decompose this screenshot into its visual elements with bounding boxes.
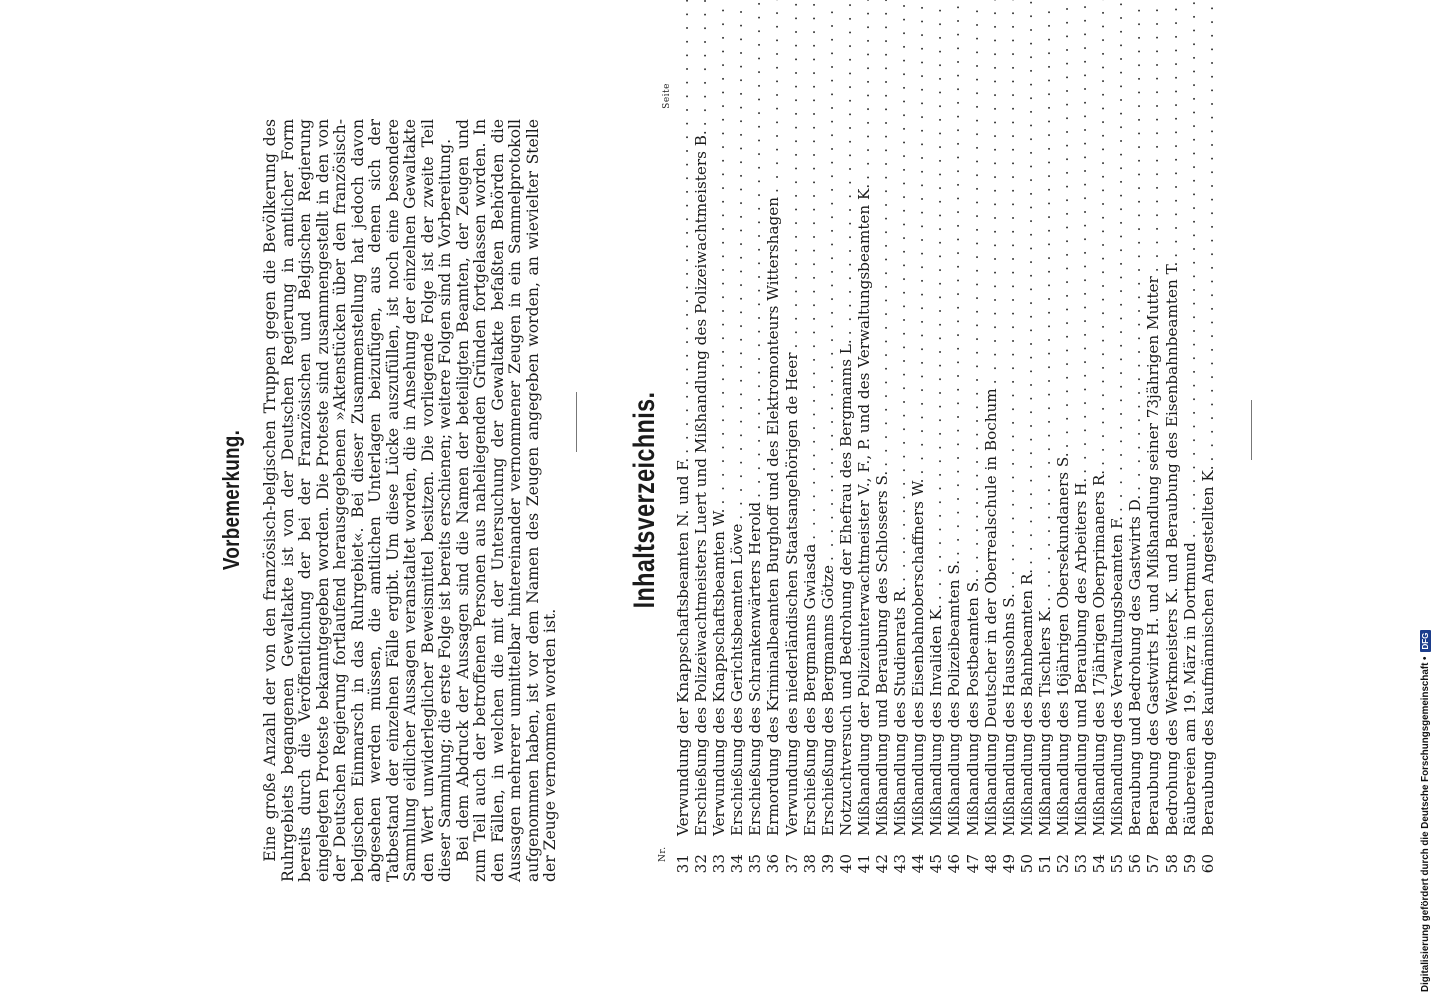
toc-entry-number: 57 (1144, 854, 1163, 874)
toc-entry-title: Erschießung des Bergmanns Gwiasda (800, 543, 819, 836)
toc-leader-dots (1126, 0, 1144, 491)
toc-entry-number: 38 (800, 854, 819, 874)
toc-entry-number: 46 (945, 854, 964, 874)
toc-entry-title: Räubereien am 19. März in Dortmund (1180, 542, 1199, 836)
toc-entry-title: Mißhandlung und Beraubung des Schlossers S. (873, 470, 892, 836)
toc-entry-number: 50 (1017, 854, 1036, 874)
toc-entry-number: 43 (891, 854, 910, 874)
vorbemerkung-paragraph-2: Bei dem Abdruck der Aussagen sind die Namen der beteiligten Beamten, der Zeugen und zum Teil auch der betroffenen Personen aus naheliegenden Gründen fortgelassen worden. In den Fällen, in welchen die mit der Untersuchung der Gewaltakte befaßten Behörden die Aussagen mehrerer unmittelbar hintereinander vernommener Zeugen in ein Sammelprotokoll aufgenommen haben, ist vor dem Namen des Zeugen angegeben worden, an wievielter Stelle der Zeuge vernommen worden ist. (453, 119, 559, 882)
toc-entry (746, 76, 764, 896)
toc-entry-title: Mißhandlung des Postbeamten S. (963, 577, 982, 836)
toc-rows (674, 76, 1217, 896)
toc-entry-number: 58 (1162, 854, 1181, 874)
toc-entry (1072, 76, 1090, 896)
toc-entry (819, 76, 837, 896)
vorbemerkung-paragraph-1: Eine große Anzahl der von den französisch-belgischen Truppen gegen die Bevölkerung des Ruhrgebiets begangenen Gewaltakte ist von der Deutschen Regierung in amtlicher Form bereits durch die Veröffentlichung der bei der Französischen und Belgischen Regierung eingelegten Proteste bekanntgegeben worden. Die Proteste sind zusammengestellt in den von der Deutschen Regierung fortlaufend herausgegebenen »Aktenstücken über den französisch-belgischen Einmarsch in das Ruhrgebiet«. Bei dieser Zusammenstellung hat jedoch davon abgesehen werden müssen, die amtlichen Unterlagen beizufügen, aus denen sich der Tatbestand der einzelnen Fälle ergibt. Um diese Lücke auszufüllen, ist noch eine besondere Sammlung eidlicher Aussagen veranstaltet worden, die in Ansehung der einzelnen Gewaltakte den Wert unwiderleglicher Beweismittel besitzen. Die vorliegende Folge ist der zweite Teil dieser Sammlung; die erste Folge ist bereits erschienen; weitere Folgen sind in Vorbereitung. (261, 119, 454, 882)
toc-leader-dots (801, 0, 819, 540)
toc-entry-title: Ermordung des Kriminalbeamten Burghoff und des Elektromonteurs Wittershagen (764, 196, 783, 836)
toc-entry (692, 76, 710, 896)
toc-leader-dots (1000, 0, 1018, 589)
toc-entry-title: Mißhandlung und Beraubung des Arbeiters H. (1072, 477, 1091, 836)
toc-entry-number: 33 (710, 854, 729, 874)
toc-leader-dots (674, 0, 692, 454)
separator-rule (576, 392, 577, 452)
toc-entry (764, 76, 782, 896)
toc-entry-title: Mißhandlung des Eisenbahnoberschaffners W. (909, 478, 928, 836)
dfg-logo: DFG (1420, 630, 1431, 653)
toc-leader-dots (945, 0, 963, 556)
toc-entry (1126, 76, 1144, 896)
toc-entry-number: 32 (692, 854, 711, 874)
toc-entry-number: 59 (1180, 854, 1199, 874)
toc-entry-number: 51 (1035, 854, 1054, 874)
toc-entry (1000, 76, 1018, 896)
toc-leader-dots (728, 0, 746, 520)
toc-entry (891, 76, 909, 896)
toc-entry-title: Erschießung des Gerichtsbeamten Löwe (728, 523, 747, 836)
toc-column-nr: Nr. (658, 846, 668, 862)
toc-entry (909, 76, 927, 896)
toc-leader-dots (1054, 0, 1072, 448)
toc-entry-title: Erschießung des Bergmanns Götze (818, 564, 837, 836)
toc-leader-dots (964, 0, 982, 574)
toc-leader-dots (891, 0, 909, 582)
toc-entry-title: Beraubung und Bedrohung des Gastwirts D. (1126, 494, 1145, 836)
toc-entry (855, 76, 873, 896)
toc-leader-dots (1072, 0, 1090, 474)
toc-entry-title: Erschießung des Polizeiwachtmeisters Luert und Mißhandlung des Polizeiwachtmeisters B. (692, 130, 711, 836)
toc-leader-dots (1036, 0, 1054, 602)
toc-entry-title: Mißhandlung des 16jährigen Obersekundaners S. (1053, 452, 1072, 836)
toc-entry (945, 76, 963, 896)
toc-entry-number: 48 (981, 854, 1000, 874)
toc-entry-title: Notzuchtversuch und Bedrohung der Ehefrau des Bergmanns L. (836, 339, 855, 836)
toc-leader-dots (710, 0, 728, 505)
toc-entry (1036, 76, 1054, 896)
inhaltsverzeichnis-title: Inhaltsverzeichnis. (628, 391, 661, 609)
toc-entry (1018, 76, 1036, 896)
toc-leader-dots (783, 0, 801, 348)
toc-entry (710, 76, 728, 896)
toc-entry (964, 76, 982, 896)
toc-leader-dots (855, 0, 873, 180)
toc-header (654, 76, 674, 896)
toc-entry-title: Verwundung der Knappschaftsbeamten N. und F. (674, 457, 692, 836)
toc-entry (1054, 76, 1072, 896)
toc-entry-title: Mißhandlung des Tischlers K. (1035, 605, 1054, 836)
toc-entry-title: Mißhandlung des Bahnbeamten R. (1017, 568, 1036, 836)
toc-leader-dots (1144, 0, 1162, 272)
toc-entry-title: Mißhandlung des 17jährigen Oberprimaners R. (1090, 469, 1109, 836)
toc-leader-dots (982, 0, 1000, 384)
toc-entry (1090, 76, 1108, 896)
toc-entry-title: Erschießung des Schrankenwärters Herold (746, 501, 765, 836)
vorbemerkung-title: Vorbemerkung. (218, 429, 244, 571)
toc-entry-number: 55 (1108, 854, 1127, 874)
toc-entry-title: Mißhandlung des Polizeibeamten S. (945, 559, 964, 836)
table-of-contents (654, 76, 1217, 896)
vorbemerkung-body (262, 119, 560, 882)
toc-entry-title: Mißhandlung Deutscher in der Oberrealschule in Bochum (981, 388, 1000, 836)
toc-entry-title: Beraubung des kaufmännischen Angestellten K. (1198, 465, 1217, 836)
toc-column-seite: Seite (662, 83, 672, 109)
separator-rule-bottom (1251, 400, 1252, 460)
toc-leader-dots (1108, 0, 1126, 512)
toc-entry-title: Beraubung des Gastwirts H. und Mißhandlung seiner 73jährigen Mutter (1144, 276, 1163, 836)
toc-entry-number: 60 (1198, 854, 1217, 874)
toc-entry (801, 76, 819, 896)
toc-entry-number: 34 (728, 854, 747, 874)
toc-leader-dots (873, 0, 891, 467)
toc-entry-number: 42 (873, 854, 892, 874)
toc-leader-dots (764, 0, 782, 193)
toc-entry-number: 49 (999, 854, 1018, 874)
toc-leader-dots (927, 0, 945, 600)
toc-entry-title: Mißhandlung des Haussohns S. (999, 593, 1018, 836)
toc-entry (1181, 76, 1199, 896)
toc-entry-number: 37 (782, 854, 801, 874)
toc-entry (728, 76, 746, 896)
toc-entry-number: 47 (963, 854, 982, 874)
toc-entry-number: 35 (746, 854, 765, 874)
toc-leader-dots (1090, 0, 1108, 466)
toc-entry-number: 44 (909, 854, 928, 874)
toc-entry-number: 45 (927, 854, 946, 874)
toc-entry-number: 54 (1090, 854, 1109, 874)
toc-entry (927, 76, 945, 896)
toc-entry-title: Verwundung des niederländischen Staatsangehörigen de Heer (782, 352, 801, 836)
toc-entry-title: Mißhandlung des Studienrats R. (891, 585, 910, 836)
toc-entry-title: Bedrohung des Werkmeisters K. und Beraubung des Eisenbahnbeamten T. (1162, 261, 1181, 836)
toc-entry-title: Mißhandlung des Invaliden K. (927, 604, 946, 836)
toc-entry-number: 52 (1053, 854, 1072, 874)
toc-leader-dots (819, 0, 837, 561)
toc-entry (783, 76, 801, 896)
toc-entry-number: 56 (1126, 854, 1145, 874)
toc-leader-dots (837, 0, 855, 335)
toc-entry (674, 76, 692, 896)
toc-entry-title: Mißhandlung des Verwaltungsbeamten F. (1108, 516, 1127, 836)
toc-entry-title: Verwundung des Knappschaftsbeamten W. (710, 508, 729, 836)
toc-entry-number: 36 (764, 854, 783, 874)
toc-entry (1163, 76, 1181, 896)
toc-leader-dots (1181, 0, 1199, 538)
toc-leader-dots (1163, 0, 1181, 258)
toc-entry (1108, 76, 1126, 896)
toc-entry-number: 40 (836, 854, 855, 874)
toc-leader-dots (692, 0, 710, 126)
toc-leader-dots (746, 0, 764, 498)
toc-leader-dots (1199, 0, 1217, 461)
toc-entry-number: 41 (854, 854, 873, 874)
toc-entry (1144, 76, 1162, 896)
dfg-note-text: Digitalisierung gefördert durch die Deutsche Forschungsgemeinschaft • (1419, 656, 1431, 992)
toc-entry (1199, 76, 1217, 896)
toc-entry (837, 76, 855, 896)
toc-entry (982, 76, 1000, 896)
toc-leader-dots (909, 0, 927, 474)
toc-entry (873, 76, 891, 896)
toc-entry-title: Mißhandlung der Polizeiunterwachtmeister V., F., P. und des Verwaltungsbeamten K. (854, 183, 873, 836)
toc-entry-number: 53 (1072, 854, 1091, 874)
toc-entry-number: 31 (674, 854, 692, 874)
dfg-margin-note (1419, 392, 1431, 992)
toc-entry-number: 39 (818, 854, 837, 874)
toc-leader-dots (1018, 0, 1036, 565)
